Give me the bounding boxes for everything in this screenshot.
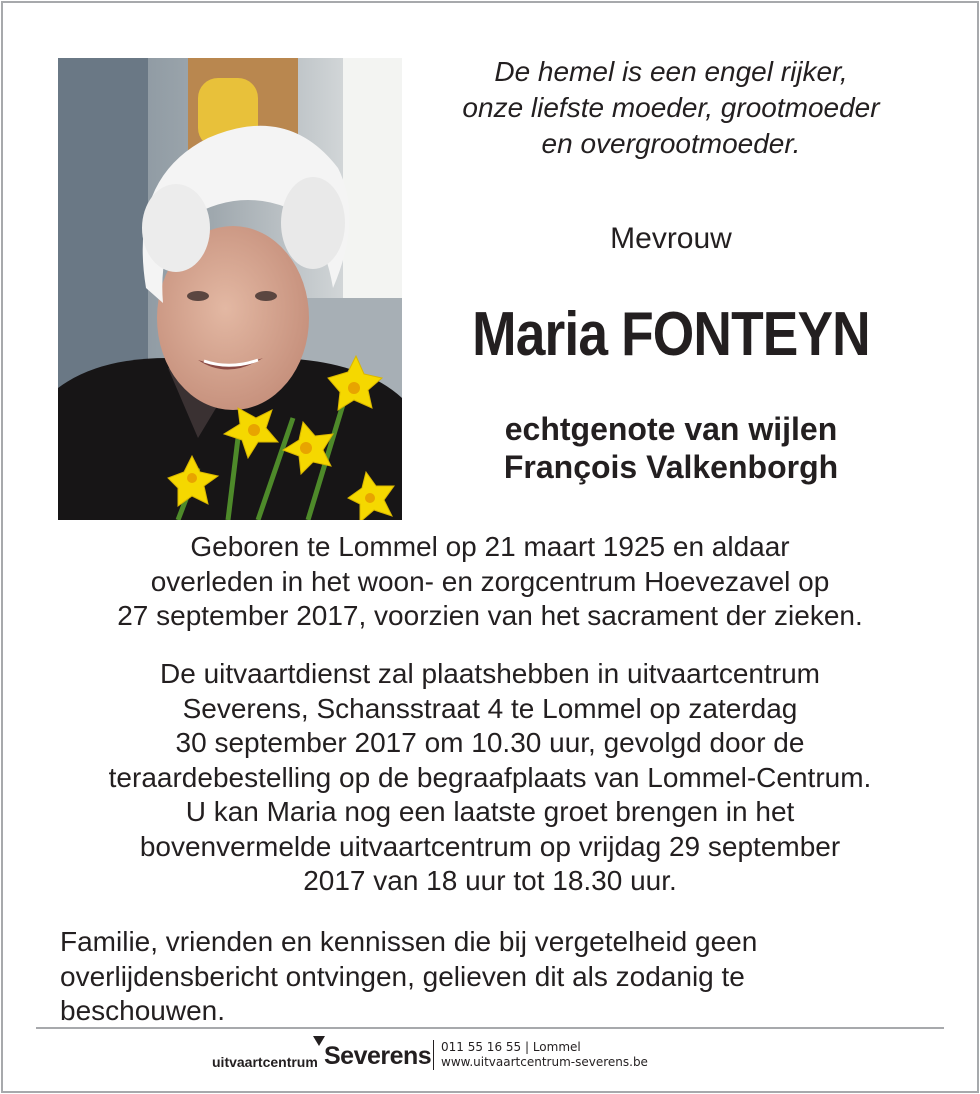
paragraph-line: U kan Maria nog een laatste groet brengen in het	[185, 796, 795, 827]
verse-line: en overgrootmoeder.	[541, 128, 801, 159]
paragraph-line: overlijdensbericht ontvingen, gelieven dit als zodanig te	[60, 960, 745, 992]
deceased-name: Maria FONTEYN	[472, 300, 870, 369]
paragraph-line: overleden in het woon- en zorgcentrum Hoevezavel op	[150, 565, 830, 597]
honorific: Mevrouw	[610, 222, 732, 255]
verse-line: De hemel is een engel rijker,	[494, 56, 848, 87]
paragraph-line: Severens, Schansstraat 4 te Lommel op zaterdag	[182, 692, 798, 724]
memorial-verse	[418, 54, 924, 162]
footer-separator	[433, 1040, 434, 1070]
funeral-paragraph	[30, 657, 950, 899]
paragraph-line: Familie, vrienden en kennissen die bij vergetelheid geen	[60, 926, 758, 957]
birth-death-paragraph	[30, 530, 950, 634]
paragraph-line: bovenvermelde uitvaartcentrum op vrijdag 29 september	[139, 830, 841, 862]
paragraph-line: 30 september 2017 om 10.30 uur, gevolgd door de	[175, 727, 805, 758]
brand-name: Severens	[324, 1042, 432, 1070]
paragraph-line: De uitvaartdienst zal plaatshebben in uitvaartcentrum	[160, 658, 820, 689]
funeral-home-footer	[0, 1030, 980, 1080]
spouse-info	[418, 410, 924, 486]
contact-phone-location: 011 55 16 55 | Lommel	[441, 1040, 581, 1054]
paragraph-line: beschouwen.	[60, 995, 226, 1026]
paragraph-line: Geboren te Lommel op 21 maart 1925 en aldaar	[190, 531, 790, 562]
paragraph-line: teraardebestelling op de begraafplaats van Lommel-Centrum.	[108, 761, 872, 793]
paragraph-line: 27 september 2017, voorzien van het sacrament der zieken.	[117, 600, 863, 631]
family-notice	[60, 925, 940, 1029]
verse-line: onze liefste moeder, grootmoeder	[462, 92, 880, 123]
footer-divider	[36, 1027, 944, 1029]
brand-subtitle: uitvaartcentrum	[212, 1054, 318, 1070]
contact-website: www.uitvaartcentrum-severens.be	[441, 1055, 648, 1069]
paragraph-line: 2017 van 18 uur tot 18.30 uur.	[303, 865, 677, 896]
spouse-line: François Valkenborgh	[503, 449, 839, 485]
portrait-photo	[58, 58, 402, 520]
spouse-line: echtgenote van wijlen	[504, 411, 838, 447]
contact-info	[441, 1040, 648, 1070]
